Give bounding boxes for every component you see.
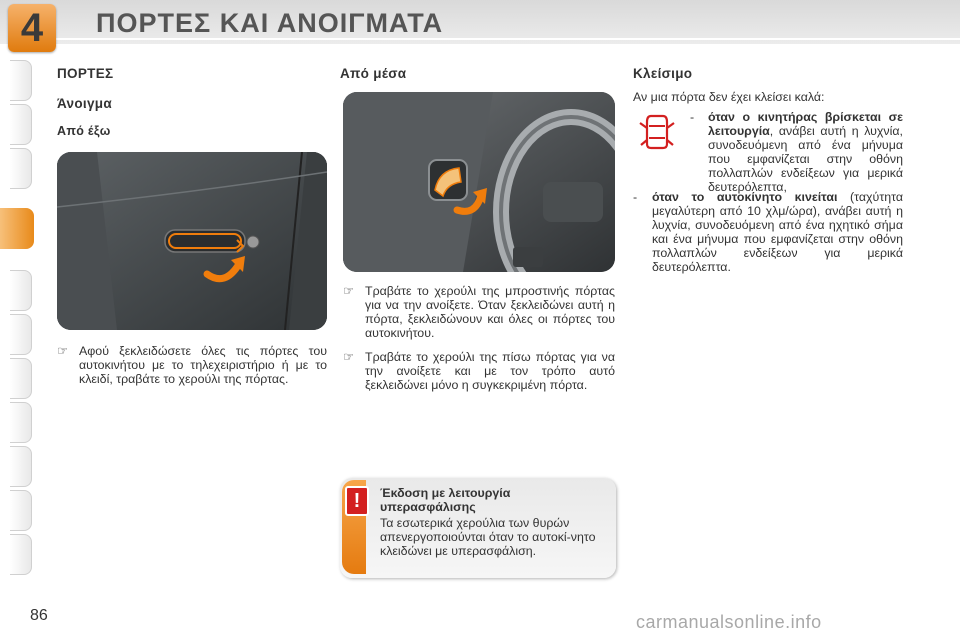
exterior-door-handle-photo (57, 152, 327, 330)
closing-item-engine-running (708, 110, 903, 194)
item-bold-text: όταν ο κινητήρας βρίσκεται σε λειτουργία (708, 110, 903, 138)
chapter-tab[interactable] (10, 60, 32, 101)
bullet-icon: ☞ (57, 344, 69, 358)
bullet-icon: ☞ (343, 350, 355, 364)
bullet-text: Αφού ξεκλειδώσετε όλες τις πόρτες του αυτοκινήτου με το τηλεχειριστήριο ή με το κλειδί, τραβάτε το χερούλι της πόρτας. (79, 344, 327, 386)
interior-door-handle-photo (343, 92, 615, 272)
bullet-open-front-door (343, 284, 615, 340)
item-text: (ταχύτητα μεγαλύτερη από 10 χλμ/ώρα), ανάβει αυτή η λυχνία, συνοδευόμενη από ένα ηχητικό σήμα και ένα μήνυμα που εμφανίζεται στην οθόνη πολλαπλών ενδείξεων για μερικά δευτερόλεπτα. (652, 190, 903, 274)
door-open-warning-icon (637, 112, 677, 152)
chapter-side-tabs (0, 60, 38, 580)
page-header (0, 0, 960, 50)
exclamation-icon: ! (345, 486, 369, 516)
section-heading-closing: Κλείσιμο (633, 66, 693, 81)
chapter-number-badge: 4 (8, 4, 56, 52)
chapter-tab[interactable] (10, 104, 32, 145)
item-dash: - (690, 110, 695, 124)
watermark: carmanualsonline.info (636, 612, 822, 632)
bullet-open-from-outside (57, 344, 327, 386)
chapter-tab[interactable] (10, 402, 32, 443)
closing-intro: Αν μια πόρτα δεν έχει κλείσει καλά: (633, 90, 825, 104)
subheading-from-outside: Από έξω (57, 124, 111, 138)
page-number: 86 (30, 607, 48, 624)
item-bold-text: όταν το αυτοκίνητο κινείται (652, 190, 838, 204)
bullet-icon: ☞ (343, 284, 355, 298)
chapter-tab[interactable] (10, 490, 32, 531)
item-dash: - (633, 190, 638, 204)
warning-box (340, 478, 616, 578)
chapter-tab[interactable] (10, 358, 32, 399)
warning-text: Τα εσωτερικά χερούλια των θυρών απενεργοποιούνται όταν το αυτοκί-νητο κλειδώνει με υπερασφάλιση. (380, 516, 596, 558)
chapter-tab[interactable] (10, 446, 32, 487)
chapter-tab-active[interactable] (0, 208, 34, 249)
chapter-title: ΠΟΡΤΕΣ ΚΑΙ ΑΝΟΙΓΜΑΤΑ (96, 8, 444, 38)
bullet-text: Τραβάτε το χερούλι της μπροστινής πόρτας για να την ανοίξετε. Όταν ξεκλειδώνει αυτή η πόρτα, ξεκλειδώνουν και όλες οι πόρτες του αυτοκινήτου. (365, 284, 615, 340)
chapter-tab[interactable] (10, 148, 32, 189)
warning-title: Έκδοση με λειτουργία υπερασφάλισης (380, 486, 511, 514)
section-heading-from-inside: Από μέσα (340, 66, 407, 81)
chapter-tab[interactable] (10, 534, 32, 575)
bullet-open-rear-door (343, 350, 615, 392)
chapter-tab[interactable] (10, 314, 32, 355)
bullet-text: Τραβάτε το χερούλι της πίσω πόρτας για να την ανοίξετε και με τον τρόπο αυτό ξεκλειδώνει μόνο η συγκεκριμένη πόρτα. (365, 350, 615, 392)
subheading-opening: Άνοιγμα (57, 96, 112, 111)
chapter-tab[interactable] (10, 270, 32, 311)
closing-item-vehicle-moving (652, 190, 903, 274)
item-text: , ανάβει αυτή η λυχνία, συνοδευόμενη από ένα μήνυμα που εμφανίζεται στην οθόνη πολλαπλών ενδείξεων για μερικά δευτερόλεπτα, (708, 124, 903, 194)
section-heading-doors: ΠΟΡΤΕΣ (57, 66, 114, 81)
